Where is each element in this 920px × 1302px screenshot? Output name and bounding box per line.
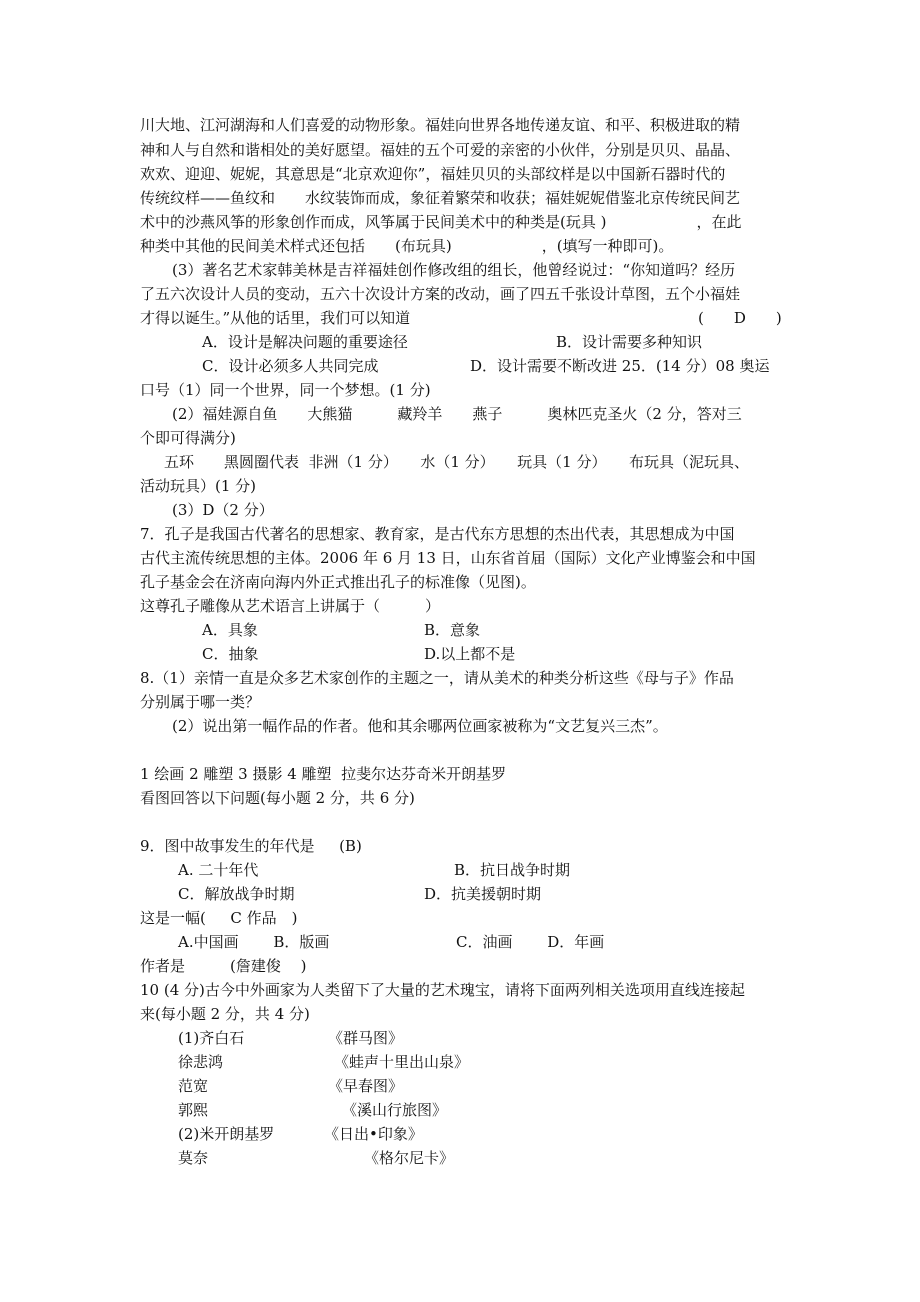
question-8: 8.（1）亲情一直是众多艺术家创作的主题之一，请从美术的种类分析这些《母与子》作品 (140, 669, 734, 687)
option-b: B．设计需要多种知识 (556, 333, 703, 351)
artist-left: 莫奈 (178, 1149, 209, 1167)
artist-left: 徐悲鸿 (178, 1053, 224, 1071)
text-line: 五环 黑圆圈代表 非洲（1 分） 水（1 分） 玩具（1 分） 布玩具（泥玩具、 (164, 453, 749, 471)
text-line: 了五六次设计人员的变动，五六十次设计方案的改动，画了四五千张设计草图，五个小福娃 (140, 285, 741, 303)
question-9: 9．图中故事发生的年代是 (B) (140, 837, 362, 855)
text-line: 古代主流传统思想的主体。2006 年 6 月 13 日，山东省首届（国际）文化产业博鉴会和中国 (140, 549, 756, 567)
option-d: D．设计需要不断改进 25．(14 分）08 奥运 (470, 357, 770, 375)
text-line: 分别属于哪一类？ (140, 693, 261, 711)
artwork-right: 《蛙声十里出山泉》 (334, 1053, 470, 1071)
text-line: 欢欢、迎迎、妮妮，其意思是“北京欢迎你”，福娃贝贝的头部纹样是以中国新石器时代的 (140, 165, 726, 183)
text-line: 种类中其他的民间美术样式还包括 (布玩具) ，(填写一种即可)。 (140, 237, 674, 255)
artist-left: 范宽 (178, 1077, 209, 1095)
option-a: A. 二十年代 (178, 861, 259, 879)
text-line: 川大地、江河湖海和人们喜爱的动物形象。福娃向世界各地传递友谊、和平、积极进取的精 (140, 116, 741, 134)
option-c: C．设计必须多人共同完成 (202, 357, 379, 375)
option-c: C．解放战争时期 (178, 885, 295, 903)
text-line: 神和人与自然和谐相处的美好愿望。福娃的五个可爱的亲密的小伙伴，分别是贝贝、晶晶、 (140, 141, 741, 159)
artwork-right: 《溪山行旅图》 (342, 1101, 448, 1119)
option-ab: A.中国画 B．版画 (178, 933, 330, 951)
text-line: 口号（1）同一个世界，同一个梦想。(1 分) (140, 381, 431, 399)
text-line: (3）著名艺术家韩美林是吉祥福娃创作修改组的组长，他曾经说过：“你知道吗？经历 (172, 261, 736, 279)
text-line: (3）D（2 分） (172, 501, 274, 519)
option-a: A．具象 (202, 621, 258, 639)
question-7: 7．孔子是我国古代著名的思想家、教育家，是古代东方思想的杰出代表，其思想成为中国 (140, 525, 735, 543)
answer-bracket: ( D ) (698, 309, 782, 327)
text-line: 1 绘画 2 雕塑 3 摄影 4 雕塑 拉斐尔达芬奇米开朗基罗 (140, 765, 507, 783)
text-line: 来(每小题 2 分，共 4 分) (140, 1005, 310, 1023)
option-b: B．抗日战争时期 (454, 861, 571, 879)
text-line: 活动玩具）(1 分) (140, 477, 257, 495)
text-line: 这尊孔子雕像从艺术语言上讲属于（ ） (140, 597, 441, 615)
option-d: D．抗美援朝时期 (424, 885, 542, 903)
text-line: 才得以诞生。”从他的话里，我们可以知道 (140, 309, 411, 327)
text-line: 传统纹样——鱼纹和 水纹装饰而成，象征着繁荣和收获；福娃妮妮借鉴北京传统民间艺 (140, 189, 741, 207)
option-c: C．抽象 (202, 645, 259, 663)
text-line: 这是一幅( C 作品 ) (140, 909, 298, 927)
text-line: 看图回答以下问题(每小题 2 分，共 6 分) (140, 789, 415, 807)
text-line: 个即可得满分) (140, 429, 236, 447)
option-a: A．设计是解决问题的重要途径 (202, 333, 408, 351)
artwork-right: 《格尔尼卡》 (364, 1149, 455, 1167)
artwork-right: 《早春图》 (328, 1077, 404, 1095)
artist-left: 郭熙 (178, 1101, 209, 1119)
text-line: (2）福娃源自鱼 大熊猫 藏羚羊 燕子 奥林匹克圣火（2 分，答对三 (172, 405, 742, 423)
option-cd: C．油画 D．年画 (456, 933, 605, 951)
text-line: 孔子基金会在济南向海内外正式推出孔子的标准像（见图)。 (140, 573, 536, 591)
option-b: B．意象 (424, 621, 481, 639)
artist-left: (1)齐白石 (178, 1029, 245, 1047)
artwork-right: 《日出•印象》 (324, 1125, 423, 1143)
text-line: 作者是 (詹建俊 ) (140, 957, 307, 975)
artwork-right: 《群马图》 (328, 1029, 404, 1047)
artist-left: (2)米开朗基罗 (178, 1125, 275, 1143)
text-line: (2）说出第一幅作品的作者。他和其余哪两位画家被称为“文艺复兴三杰”。 (172, 717, 668, 735)
option-d: D.以上都不是 (424, 645, 516, 663)
text-line: 术中的沙燕风筝的形象创作而成，风筝属于民间美术中的种类是(玩具 ) ，在此 (140, 213, 742, 231)
question-10: 10 (4 分)古今中外画家为人类留下了大量的艺术瑰宝，请将下面两列相关选项用直线连接起 (140, 981, 745, 999)
